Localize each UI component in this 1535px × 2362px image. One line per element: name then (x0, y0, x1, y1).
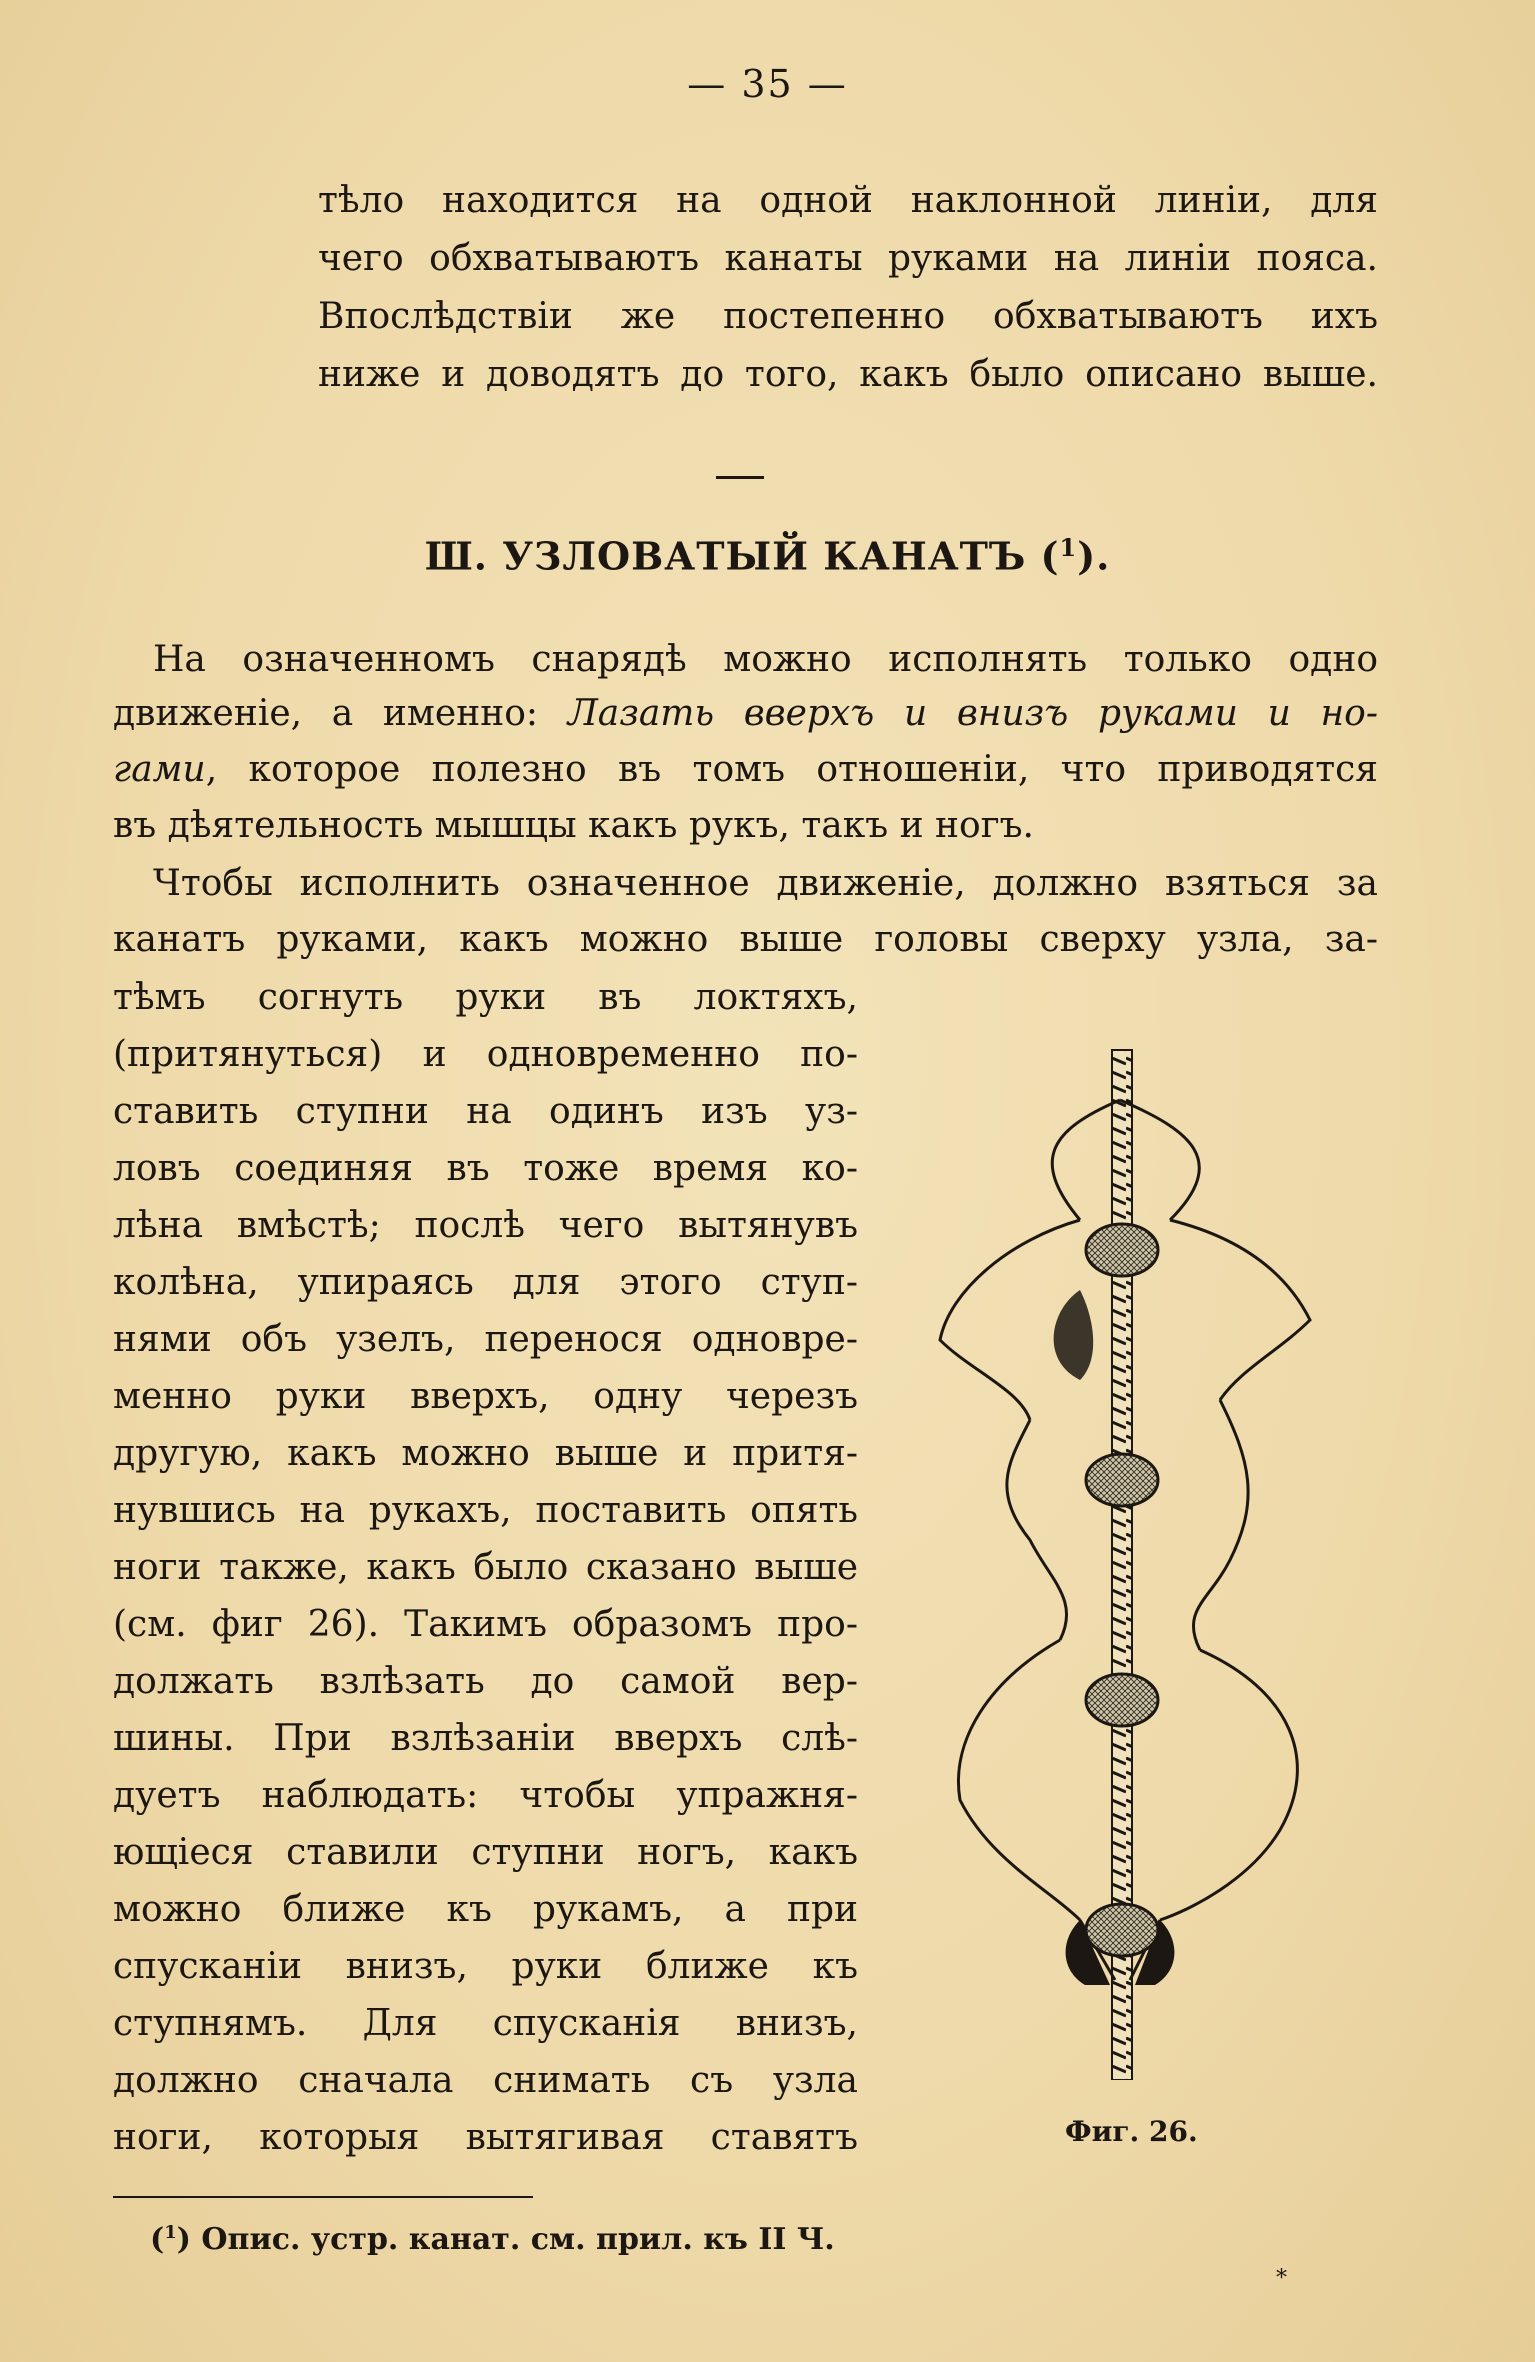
para2-narrow-line-4: ловъ соединяя въ тоже время ко- (113, 1148, 858, 1189)
heading-text: Ш. УЗЛОВАТЫЙ КАНАТЪ ( (424, 533, 1060, 579)
rope-knot-1 (1086, 1224, 1158, 1276)
para2-narrow-line-1: тѣмъ согнуть руки въ локтяхъ, (113, 977, 858, 1018)
para2-narrow-line-7: нями объ узелъ, перенося одновре- (113, 1319, 858, 1360)
heading-close: ). (1077, 533, 1111, 579)
para1-emphasis-2: гами (113, 749, 206, 790)
knotted-rope-figure (930, 1040, 1320, 2080)
para2-narrow-line-15: дуетъ наблюдать: чтобы упражня- (113, 1775, 858, 1816)
para1-line-2: движеніе, а именно: Лазать вверхъ и внизъ руками и но- (113, 693, 1378, 734)
para2-narrow-line-13: должать взлѣзать до самой вер- (113, 1661, 858, 1702)
para2-narrow-line-10: нувшись на рукахъ, поставить опять (113, 1490, 858, 1531)
para2-narrow-line-19: ступнямъ. Для спусканія внизъ, (113, 2003, 858, 2044)
page-number: — 35 — (687, 62, 848, 106)
para1-line-1: На означенномъ снарядѣ можно исполнять только одно (153, 639, 1378, 680)
para1-line-3: гами, которое полезно въ томъ отношеніи, что приводятся (113, 749, 1378, 790)
intro-line-4: ниже и доводятъ до того, какъ было описано выше. (318, 354, 1378, 395)
intro-line-1: тѣло находится на одной наклонной линіи, для (318, 180, 1378, 221)
footnote-ref: 1 (164, 2222, 177, 2243)
para2-narrow-line-11: ноги также, какъ было сказано выше (113, 1547, 858, 1588)
figure-caption: Фиг. 26. (1065, 2115, 1198, 2148)
para2-narrow-line-5: лѣна вмѣстѣ; послѣ чего вытянувъ (113, 1205, 858, 1246)
section-divider (716, 476, 764, 479)
para2-narrow-line-21: ноги, которыя вытягивая ставятъ (113, 2117, 858, 2158)
para1-emphasis-1: Лазать вверхъ и внизъ руками и но- (567, 693, 1378, 734)
para2-narrow-line-8: менно руки вверхъ, одну черезъ (113, 1376, 858, 1417)
para2-line-1: Чтобы исполнить означенное движеніе, должно взяться за (153, 863, 1378, 904)
para2-narrow-line-2: (притянуться) и одновременно по- (113, 1034, 858, 1075)
para2-narrow-line-17: можно ближе къ рукамъ, а при (113, 1889, 858, 1930)
printer-mark: * (1276, 2266, 1287, 2291)
para1-line-4: въ дѣятельность мышцы какъ рукъ, такъ и ногъ. (113, 805, 1034, 846)
heading-footnote-ref: 1 (1059, 533, 1078, 562)
para2-narrow-line-12: (см. фиг 26). Такимъ образомъ про- (113, 1604, 858, 1645)
para2-narrow-line-20: должно сначала снимать съ узла (113, 2060, 858, 2101)
climber-head (1054, 1290, 1094, 1380)
para2-narrow-line-18: спусканіи внизъ, руки ближе къ (113, 1946, 858, 1987)
para2-narrow-line-9: другую, какъ можно выше и притя- (113, 1433, 858, 1474)
para2-narrow-line-3: ставить ступни на одинъ изъ уз- (113, 1091, 858, 1132)
para2-narrow-line-6: колѣна, упираясь для этого ступ- (113, 1262, 858, 1303)
para2-line-2: канатъ руками, какъ можно выше головы сверху узла, за- (113, 919, 1378, 960)
para2-narrow-line-14: шины. При взлѣзаніи вверхъ слѣ- (113, 1718, 858, 1759)
footnote-text: Опис. устр. канат. см. прил. къ II Ч. (190, 2222, 835, 2257)
rope-knot-2 (1086, 1454, 1158, 1506)
rope-knot-4 (1086, 1904, 1158, 1956)
footnote: ($^1$) Опис. устр. канат. см. прил. къ II Ч. (150, 2222, 835, 2257)
intro-line-3: Впослѣдствіи же постепенно обхватываютъ ихъ (318, 296, 1378, 337)
footnote-divider (113, 2196, 533, 2198)
section-heading (0, 533, 1535, 579)
para2-narrow-line-16: ющіеся ставили ступни ногъ, какъ (113, 1832, 858, 1873)
rope-knot-3 (1086, 1674, 1158, 1726)
intro-line-2: чего обхватываютъ канаты руками на линіи пояса. (318, 238, 1378, 279)
